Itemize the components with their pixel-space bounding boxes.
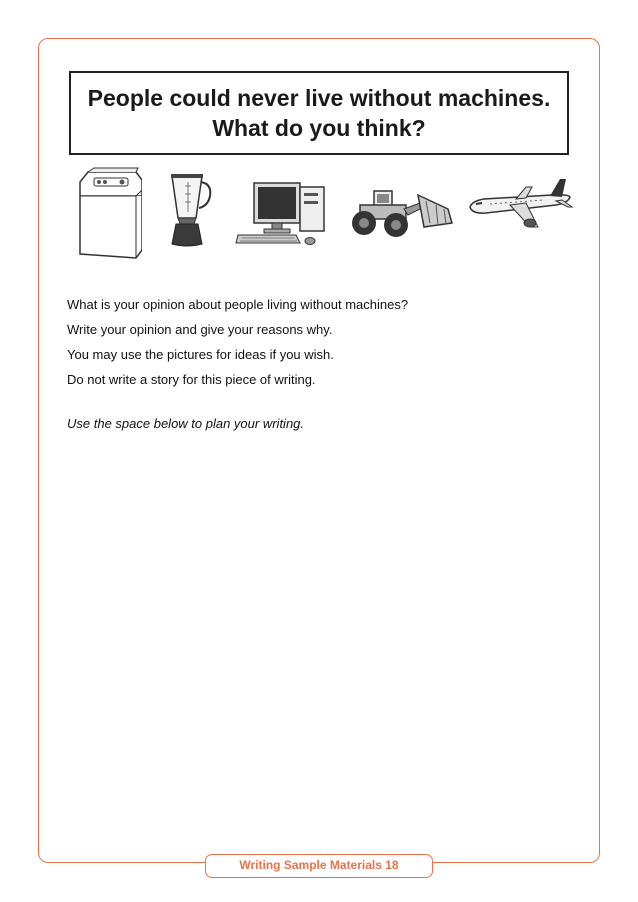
computer-icon	[234, 181, 330, 247]
title-line-1: People could never live without machines.	[87, 85, 551, 111]
title-box	[69, 71, 569, 155]
airplane-icon	[464, 177, 576, 235]
bulldozer-icon	[350, 187, 454, 239]
instruction-line-3: You may use the pictures for ideas if you wish.	[67, 347, 334, 362]
plan-note: Use the space below to plan your writing.	[67, 416, 305, 431]
instruction-line-4: Do not write a story for this piece of writing.	[67, 372, 316, 387]
instruction-line-1: What is your opinion about people living without machines?	[67, 297, 409, 312]
blender-icon	[166, 172, 214, 248]
title-line-2: What do you think?	[212, 115, 426, 141]
picture-strip	[66, 163, 576, 263]
page-frame	[38, 38, 600, 863]
washing-machine-icon	[72, 166, 142, 260]
instructions	[67, 292, 567, 392]
footer-label: Writing Sample Materials 18	[205, 854, 433, 878]
instruction-line-2: Write your opinion and give your reasons why.	[67, 322, 333, 337]
